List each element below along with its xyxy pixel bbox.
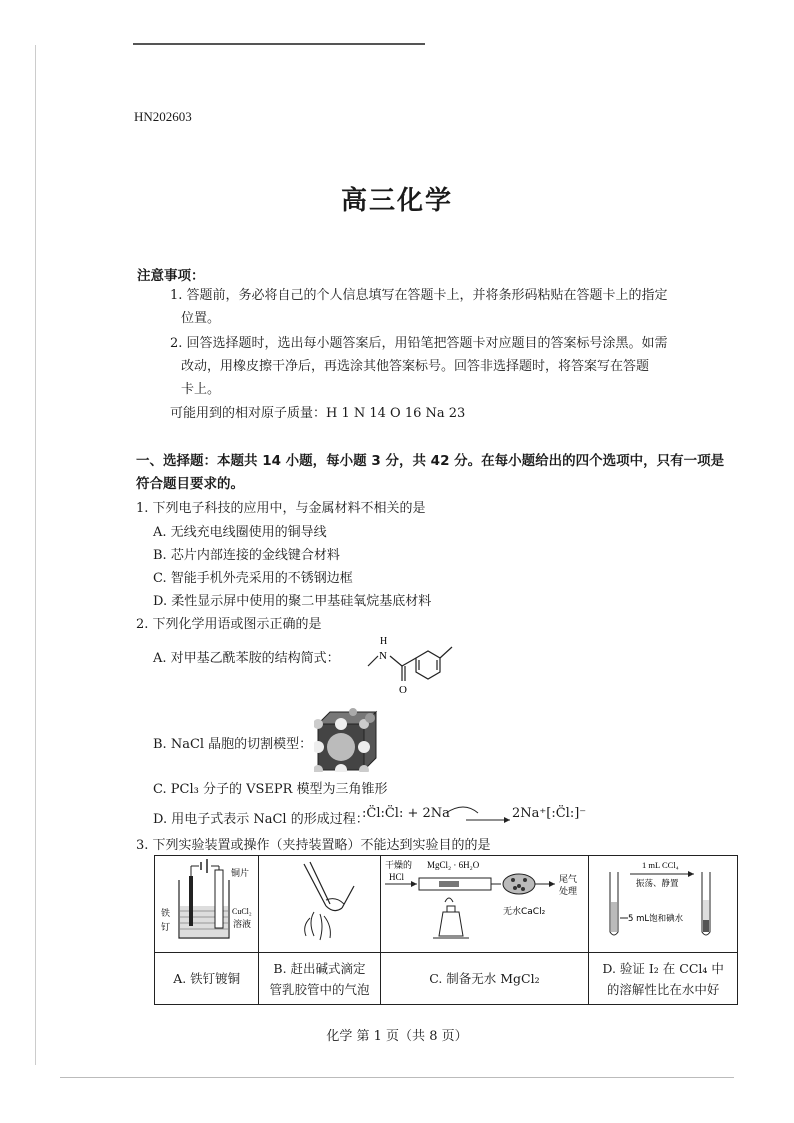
page-title: 高三化学 <box>340 186 453 216</box>
caption-d-line1: D. 验证 I₂ 在 CCl₄ 中 <box>602 960 724 976</box>
caption-d-line2: 的溶解性比在水中好 <box>606 981 720 997</box>
reaction-arrow <box>444 803 514 827</box>
q3-experiment-table <box>154 855 738 1005</box>
q1-option-c: C. 智能手机外壳采用的不锈钢边框 <box>153 571 353 586</box>
section-heading-line2: 符合题目要求的。 <box>136 476 244 492</box>
label-ccl4-volume: 1 mL CCl₄ <box>642 860 679 870</box>
structure-h-label: H <box>380 636 388 647</box>
q3-image-c <box>380 856 589 953</box>
atomic-mass-line: 可能用到的相对原子质量：H 1 N 14 O 16 Na 23 <box>170 406 466 421</box>
notice-item-2-line3: 卡上。 <box>181 382 221 397</box>
label-mgcl2-hydrate: MgCl₂ · 6H₂O <box>427 860 480 870</box>
q2-option-c: C. PCl₃ 分子的 VSEPR 模型为三角锥形 <box>153 782 388 797</box>
caption-a-text: A. 铁钉镀铜 <box>173 971 241 986</box>
label-copper-sheet: 铜片 <box>230 869 249 879</box>
q3-image-d <box>589 856 738 953</box>
q2-stem: 2. 下列化学用语或图示正确的是 <box>136 617 322 632</box>
label-iodine-water: 5 mL饱和碘水 <box>628 914 684 924</box>
label-anhydrous-cacl2: 无水CaCl₂ <box>503 907 546 917</box>
page-footer: 化学 第 1 页（共 8 页） <box>326 1029 468 1044</box>
q1-option-a: A. 无线充电线圈使用的铜导线 <box>153 525 327 540</box>
label-iron-nail-2: 钉 <box>160 923 170 933</box>
notice-item-2-line2: 改动，用橡皮擦干净后，再选涂其他答案标号。回答非选择题时，将答案写在答题 <box>181 359 650 374</box>
q3-caption-c <box>380 953 589 1005</box>
q3-image-a <box>155 856 259 953</box>
label-iron-nail-1: 铁 <box>160 909 170 919</box>
q1-option-b: B. 芯片内部连接的金线键合材料 <box>153 548 340 563</box>
label-tail-gas: 尾气 <box>559 875 578 885</box>
q3-caption-b <box>259 953 380 1005</box>
caption-c-text: C. 制备无水 MgCl₂ <box>429 971 540 986</box>
q1-stem: 1. 下列电子科技的应用中，与金属材料不相关的是 <box>136 501 426 516</box>
structure-n-label: N <box>379 650 387 662</box>
q2-option-d: D. 用电子式表示 NaCl 的形成过程： <box>153 812 369 827</box>
exam-code: HN202603 <box>134 109 192 124</box>
section-heading <box>136 450 746 496</box>
q3-caption-a <box>155 953 259 1005</box>
section-heading-line1: 一、选择题：本题共 14 小题，每小题 3 分，共 42 分。在每小题给出的四个选项中，只有一项是 <box>136 453 725 469</box>
bottom-rule <box>60 1077 734 1078</box>
top-rule <box>133 43 425 45</box>
label-cucl2: CuCl₂ <box>231 907 252 916</box>
structure-o-label: O <box>399 684 407 696</box>
q2-option-a: A. 对甲基乙酰苯胺的结构简式： <box>153 651 340 666</box>
q3-stem: 3. 下列实验装置或操作（夹持装置略）不能达到实验目的的是 <box>136 838 491 853</box>
nacl-unit-cell-model <box>314 708 380 772</box>
notice-item-2-line1: 2. 回答选择题时，选出每小题答案后，用铅笔把答题卡对应题目的答案标号涂黑。如需 <box>170 336 668 351</box>
label-hcl: HCl <box>389 872 405 882</box>
electroplating-apparatus <box>157 856 257 946</box>
mgcl2-dehydration-apparatus <box>381 856 587 946</box>
iodine-extraction-illustration <box>590 856 736 946</box>
label-treatment: 处理 <box>559 887 578 897</box>
electron-formula-left: :C̈l:C̈l: + 2Na <box>362 806 450 821</box>
burette-bubble-illustration <box>264 856 374 946</box>
label-solution: 溶液 <box>232 920 251 930</box>
caption-b-line1: B. 赶出碱式滴定 <box>273 960 366 976</box>
q2-option-b: B. NaCl 晶胞的切割模型： <box>153 737 313 752</box>
notice-item-1-line2: 位置。 <box>181 311 221 326</box>
electron-formula-right: 2Na⁺[:C̈l:]⁻ <box>512 806 587 821</box>
acetanilide-structure-diagram <box>360 632 470 700</box>
label-shake-settle: 振荡、静置 <box>636 879 679 889</box>
q1-option-d: D. 柔性显示屏中使用的聚二甲基硅氧烷基底材料 <box>153 594 432 609</box>
q3-caption-d <box>589 953 738 1005</box>
caption-b-line2: 管乳胶管中的气泡 <box>269 981 370 997</box>
q3-image-b <box>259 856 380 953</box>
label-dry: 干燥的 <box>385 861 413 871</box>
notice-heading: 注意事项： <box>137 268 205 284</box>
notice-item-1-line1: 1. 答题前，务必将自己的个人信息填写在答题卡上，并将条形码粘贴在答题卡上的指定 <box>170 288 668 303</box>
